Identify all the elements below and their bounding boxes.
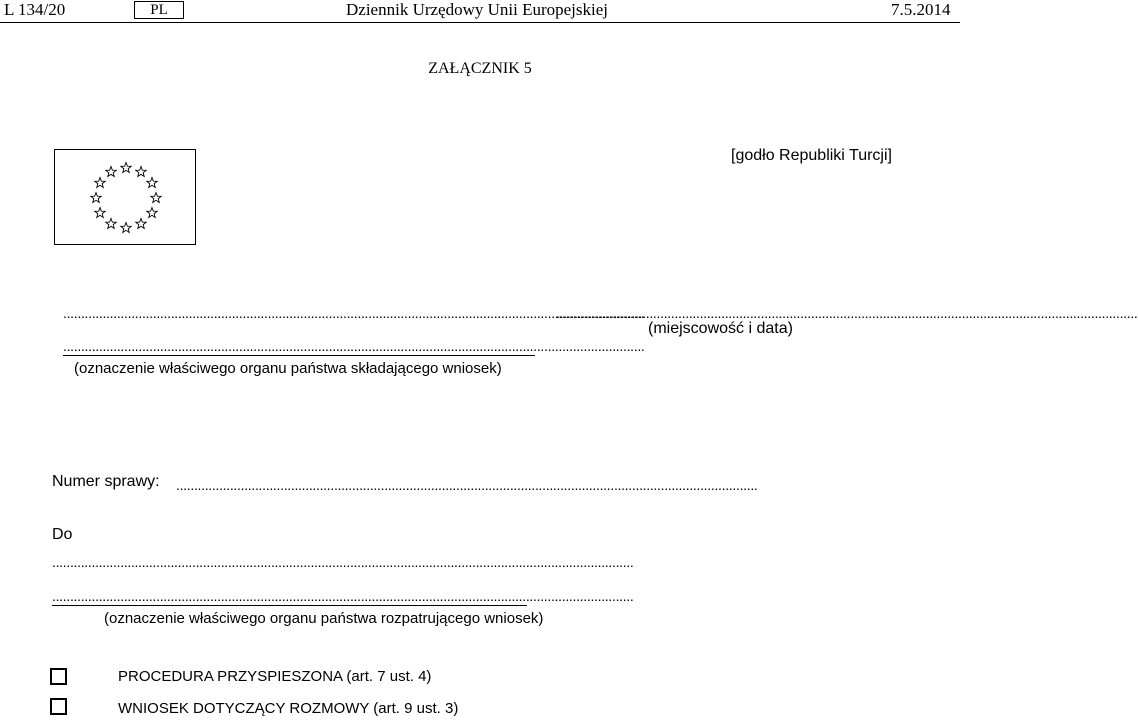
- case-number-label: Numer sprawy:: [52, 473, 160, 490]
- flag-star-icon: [106, 218, 116, 228]
- place-date-label: (miejscowość i data): [648, 320, 793, 337]
- dotted-line-recipient-2: ..................................................................................................................................................................: [52, 588, 634, 604]
- dotted-line-recipient-1: ..................................................................................................................................................................: [52, 554, 634, 570]
- publication-date: 7.5.2014: [891, 0, 951, 19]
- authority-underline: [63, 355, 535, 356]
- recipient-label: Do: [52, 526, 73, 543]
- dotted-line-authority: ..................................................................................................................................................................: [63, 338, 645, 354]
- flag-star-icon: [136, 218, 146, 228]
- issuing-authority-label: (oznaczenie właściwego organu państwa składającego wniosek): [74, 360, 502, 377]
- flag-star-icon: [136, 167, 146, 177]
- eu-flag-stars: [55, 150, 197, 246]
- flag-star-icon: [106, 167, 116, 177]
- receiving-authority-label: (oznaczenie właściwego organu państwa rozpatrującego wniosek): [104, 610, 544, 627]
- recipient-underline: [52, 605, 527, 606]
- flag-star-icon: [95, 208, 105, 218]
- checkbox-interview-request[interactable]: [50, 698, 67, 715]
- flag-star-icon: [91, 193, 101, 203]
- annex-title: ZAŁĄCZNIK 5: [428, 60, 532, 77]
- header-divider: [0, 22, 960, 23]
- page-reference: L 134/20: [4, 0, 66, 19]
- dotted-line-case-number: ..................................................................................................................................................................: [176, 477, 758, 493]
- flag-star-icon: [95, 178, 105, 188]
- journal-title: Dziennik Urzędowy Unii Europejskiej: [346, 0, 609, 19]
- flag-star-icon: [147, 178, 157, 188]
- eu-flag-icon: [54, 149, 196, 245]
- flag-star-icon: [151, 193, 161, 203]
- dotted-line-place-date: ..................................................................................................................................................................: [556, 305, 1138, 321]
- flag-star-icon: [147, 208, 157, 218]
- option-label-accelerated-procedure: PROCEDURA PRZYSPIESZONA (art. 7 ust. 4): [118, 668, 432, 685]
- dotted-line-authority-top: ..................................................................................................................................................................: [63, 305, 645, 321]
- checkbox-accelerated-procedure[interactable]: [50, 668, 67, 685]
- option-label-interview-request: WNIOSEK DOTYCZĄCY ROZMOWY (art. 9 ust. 3): [118, 700, 459, 717]
- flag-star-icon: [121, 223, 131, 233]
- flag-star-icon: [121, 163, 131, 173]
- emblem-placeholder: [godło Republiki Turcji]: [731, 147, 892, 164]
- language-badge: PL: [134, 1, 184, 19]
